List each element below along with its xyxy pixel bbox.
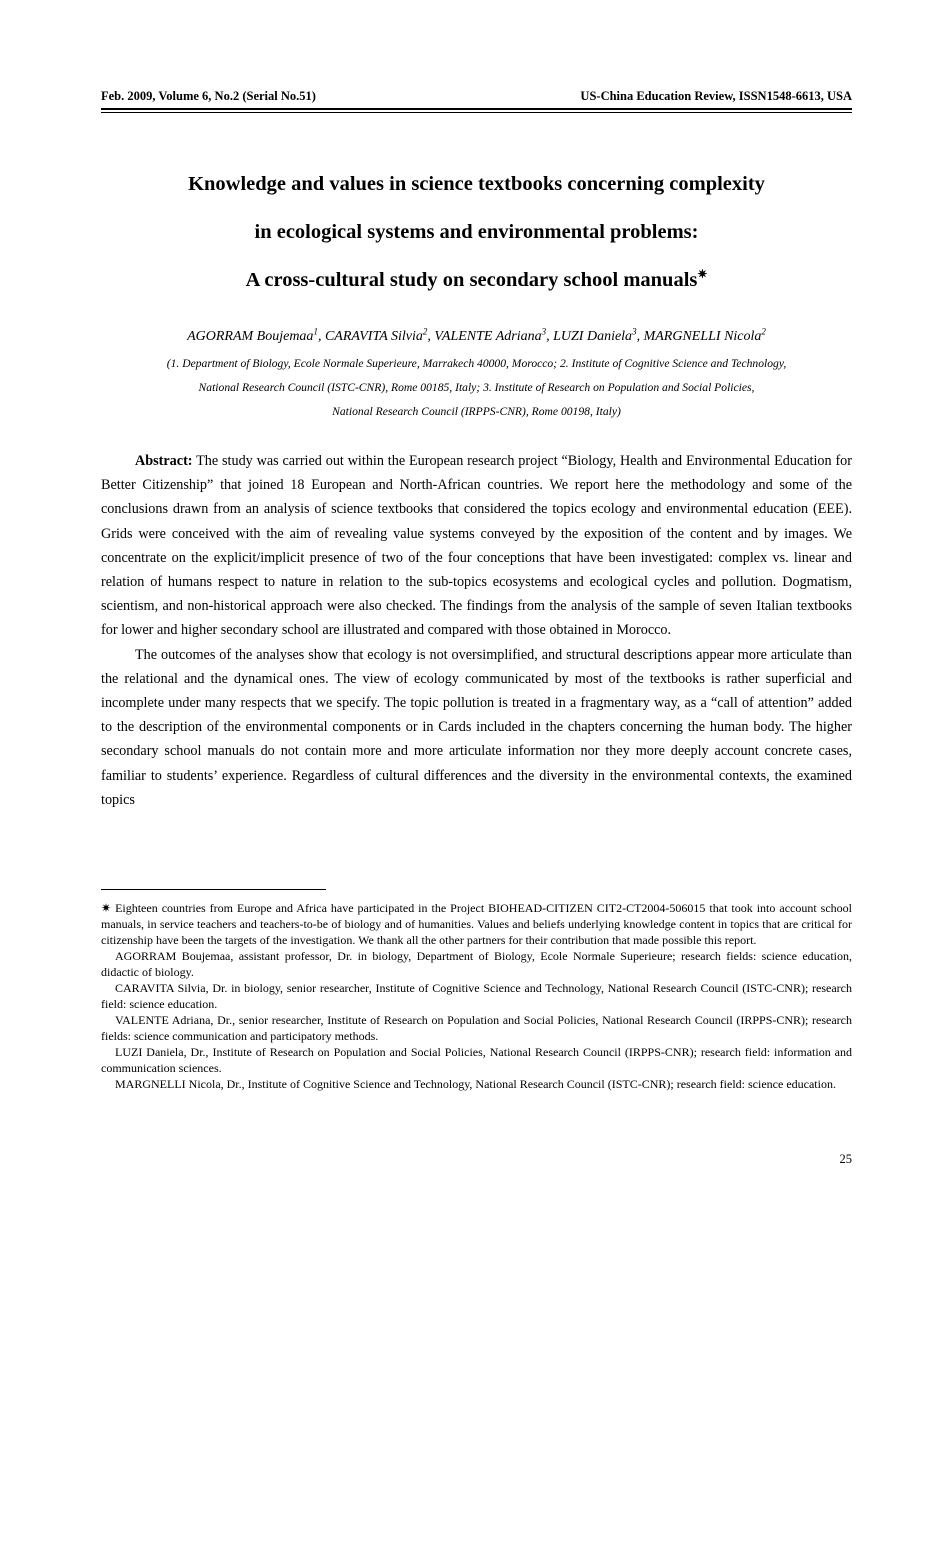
author-list: AGORRAM Boujemaa$^1$, CARAVITA Silvia$^2$, VALENTE Adriana$^3$, LUZI Daniela$^3$, MARGNELLI Nicola$^2$ xyxy=(187,326,766,344)
affiliations xyxy=(97,355,856,427)
author: CARAVITA Silvia xyxy=(324,329,423,344)
author: AGORRAM Boujemaa xyxy=(187,329,314,344)
footnotes xyxy=(101,900,852,1092)
affiliation-line: National Research Council (ISTC-CNR), Rome 00185, Italy; 3. Institute of Research on Population and Social Policies, xyxy=(198,381,755,394)
affiliation-line: National Research Council (IRPPS-CNR), Rome 00198, Italy) xyxy=(332,405,621,418)
footnote-author-bio: VALENTE Adriana, Dr., senior researcher, Institute of Research on Population and Social Policies, National Research Council (IRPPS-CNR); research fields: science communication and participatory methods. xyxy=(101,1013,852,1043)
footnote-mark-icon: ✷ xyxy=(697,267,708,282)
author-affiliation-ref: 1 xyxy=(313,326,318,337)
abstract-paragraph-2: The outcomes of the analyses show that ecology is not oversimplified, and structural descriptions appear more articulate than the relational and the dynamical ones. The view of ecology communicated by most of the textbooks is rather superficial and incomplete under many respects that we specify. The topic pollution is treated in a fragmentary way, as a “call of attention” added to the description of the environmental components or in Cards included in the chapters concerning the human body. The higher secondary school manuals do not contain more and more articulate information nor they more deeply account concrete cases, familiar to students’ experience. Regardless of cultural differences and the diversity in the environmental contexts, the examined topics xyxy=(101,646,852,808)
footnote-project xyxy=(101,900,852,948)
title-line-2: in ecological systems and environmental problems: xyxy=(254,221,699,243)
abstract-paragraph-1 xyxy=(101,449,852,643)
author-affiliation-ref: 2 xyxy=(422,326,428,337)
title-line-1: Knowledge and values in science textbooks concerning complexity xyxy=(188,173,765,195)
footnote-author-bio: MARGNELLI Nicola, Dr., Institute of Cognitive Science and Technology, National Research Council (ISTC-CNR); research field: science education. xyxy=(115,1077,836,1091)
footnote-project-text: Eighteen countries from Europe and Africa have participated in the Project BIOHEAD-CITIZEN CIT2-CT2004-506015 that took into account school manuals, in service teachers and teachers-to-be of biology and of humanities. Values and beliefs underlying knowledge content in topics that are critical for citizenship have been the targets of the investigation. We thank all the other partners for their contribution that made possible this report. xyxy=(101,901,853,947)
title-line-3-text: A cross-cultural study on secondary school manuals xyxy=(245,269,698,291)
author-affiliation-ref: 2 xyxy=(761,326,766,337)
journal-name: US-China Education Review, ISSN1548-6613, USA xyxy=(580,89,852,103)
article-title xyxy=(101,169,852,313)
footnote-separator xyxy=(101,889,326,890)
abstract-label: Abstract: xyxy=(135,453,193,469)
abstract-text-1: The study was carried out within the European research project “Biology, Health and Environmental Education for Better Citizenship” that joined 18 European and North-African countries. We report here the methodology and some of the conclusions drawn from an analysis of science textbooks that considered the topics ecology and environmental education (EEE). Grids were conceived with the aim of revealing value systems conveyed by the exposition of the content and by images. We concentrate on the explicit/implicit presence of two of the four conceptions that have been investigated: complex vs. linear and relation of humans respect to nature in relation to the sub-topics ecosystems and ecological cycles and pollution. Dogmatism, scientism, and non-historical approach were also checked. The findings from the analysis of the sample of seven Italian textbooks for lower and higher secondary school are illustrated and compared with those obtained in Morocco. xyxy=(101,453,852,639)
author: LUZI Daniela xyxy=(553,329,633,344)
footnote-author-bio: AGORRAM Boujemaa, assistant professor, Dr. in biology, Department of Biology, Ecole Normale Superieure; research fields: science education, didactic of biology. xyxy=(101,949,852,979)
abstract xyxy=(101,449,852,812)
footnote-author-bio: LUZI Daniela, Dr., Institute of Research on Population and Social Policies, National Research Council (IRPPS-CNR); research field: information and communication sciences. xyxy=(101,1045,852,1075)
author-affiliation-ref: 3 xyxy=(541,326,547,337)
author-affiliation-ref: 3 xyxy=(632,326,637,337)
running-header xyxy=(101,89,852,110)
title-line-3 xyxy=(101,265,852,313)
author: VALENTE Adriana xyxy=(434,329,542,344)
footnote-author-bio: CARAVITA Silvia, Dr. in biology, senior researcher, Institute of Cognitive Science and Technology, National Research Council (ISTC-CNR); research field: science education. xyxy=(101,981,852,1011)
affiliation-line: (1. Department of Biology, Ecole Normale Superieure, Marrakech 40000, Morocco; 2. Institute of Cognitive Science and Technology, xyxy=(166,357,787,370)
author: MARGNELLI Nicola xyxy=(643,329,762,344)
footnote-mark-icon: ✷ xyxy=(101,901,112,915)
page-number: 25 xyxy=(839,1152,852,1166)
journal-issue: Feb. 2009, Volume 6, No.2 (Serial No.51) xyxy=(101,89,316,103)
